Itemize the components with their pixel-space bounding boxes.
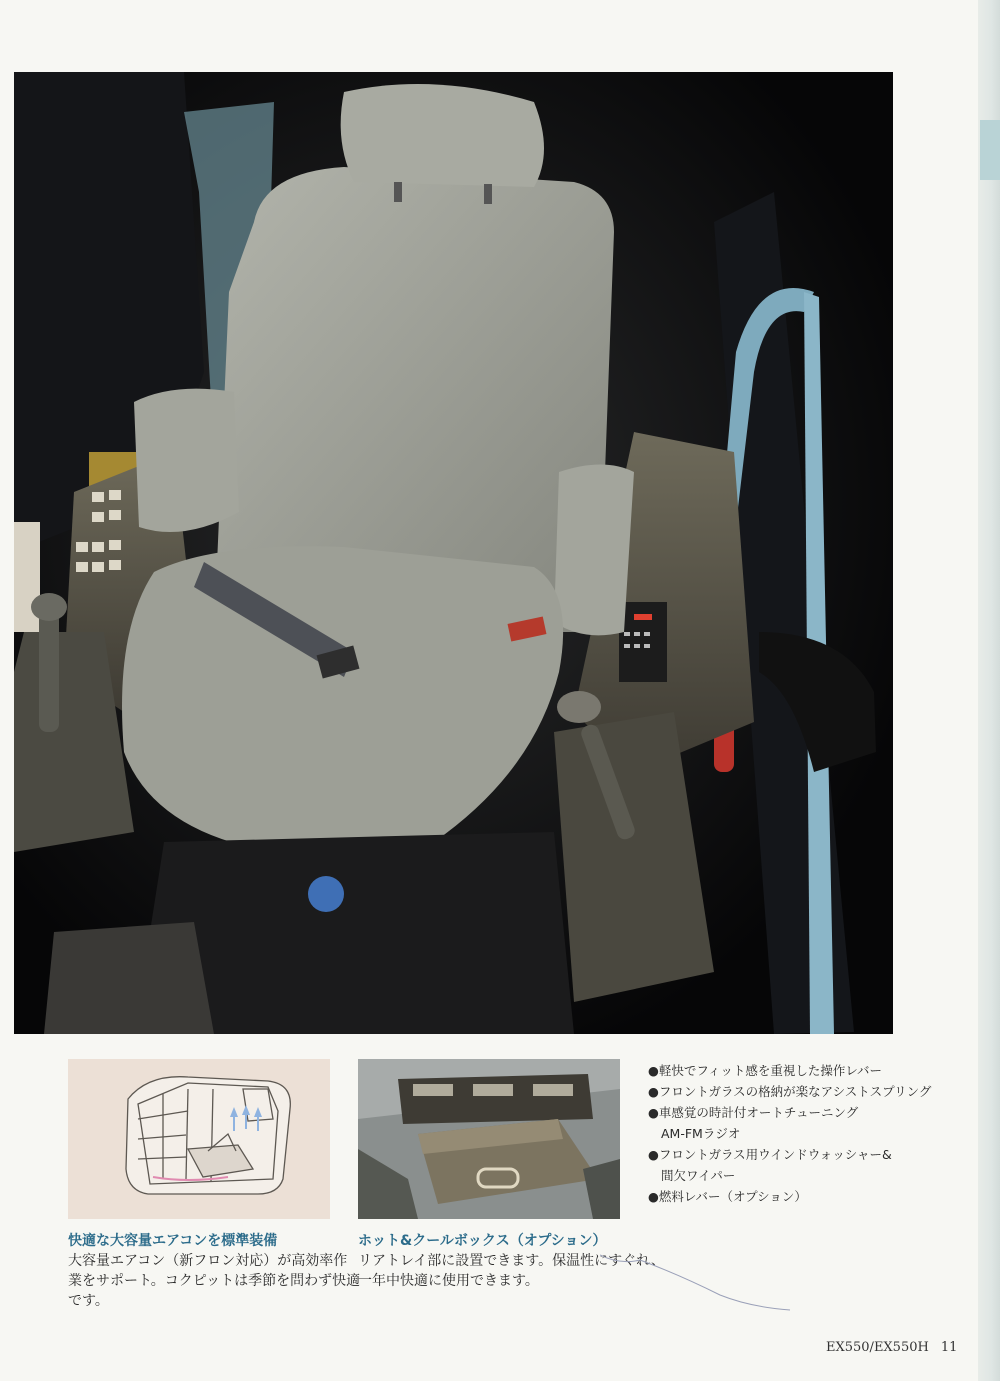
page-number: 11: [940, 1340, 958, 1355]
feature-bullet-list: [648, 1060, 948, 1207]
page-edge-accent: [980, 120, 1000, 180]
feature-title-aircon: 快適な大容量エアコンを標準装備: [68, 1233, 278, 1249]
page-edge: [978, 0, 1000, 1381]
feature-body-line: です。: [68, 1293, 109, 1309]
bullet-item-continuation: AM-FMラジオ: [661, 1126, 741, 1141]
feature-body-line: リアトレイ部に設置できます。保温性にすぐれ、: [358, 1253, 666, 1269]
air-conditioner-diagram: [68, 1059, 330, 1219]
hot-cool-box-photo: [358, 1059, 620, 1219]
feature-body-line: 大容量エアコン（新フロン対応）が高効率作: [68, 1253, 348, 1269]
feature-body-line: 業をサポート。コクピットは季節を問わず快適: [68, 1273, 361, 1289]
operator-seat-photo: [14, 72, 893, 1034]
bullet-item: ●フロントガラス用ウインドウォッシャー&: [648, 1147, 892, 1162]
feature-body-aircon: [68, 1251, 360, 1311]
feature-body-line: 一年中快適に使用できます。: [358, 1273, 539, 1289]
bullet-item: ●車感覚の時計付オートチューニング: [648, 1105, 859, 1120]
bullet-item: ●燃料レバー（オプション）: [648, 1189, 807, 1204]
pen-mark: [600, 1235, 800, 1315]
page-footer: [826, 1340, 957, 1355]
bullet-item-continuation: 間欠ワイパー: [661, 1168, 736, 1183]
bullet-item: ●軽快でフィット感を重視した操作レバー: [648, 1063, 883, 1078]
model-name: EX550/EX550H: [826, 1340, 929, 1355]
feature-title-hot-cool-box: ホット&クールボックス（オプション）: [358, 1233, 607, 1249]
bullet-item: ●フロントガラスの格納が楽なアシストスプリング: [648, 1084, 932, 1099]
